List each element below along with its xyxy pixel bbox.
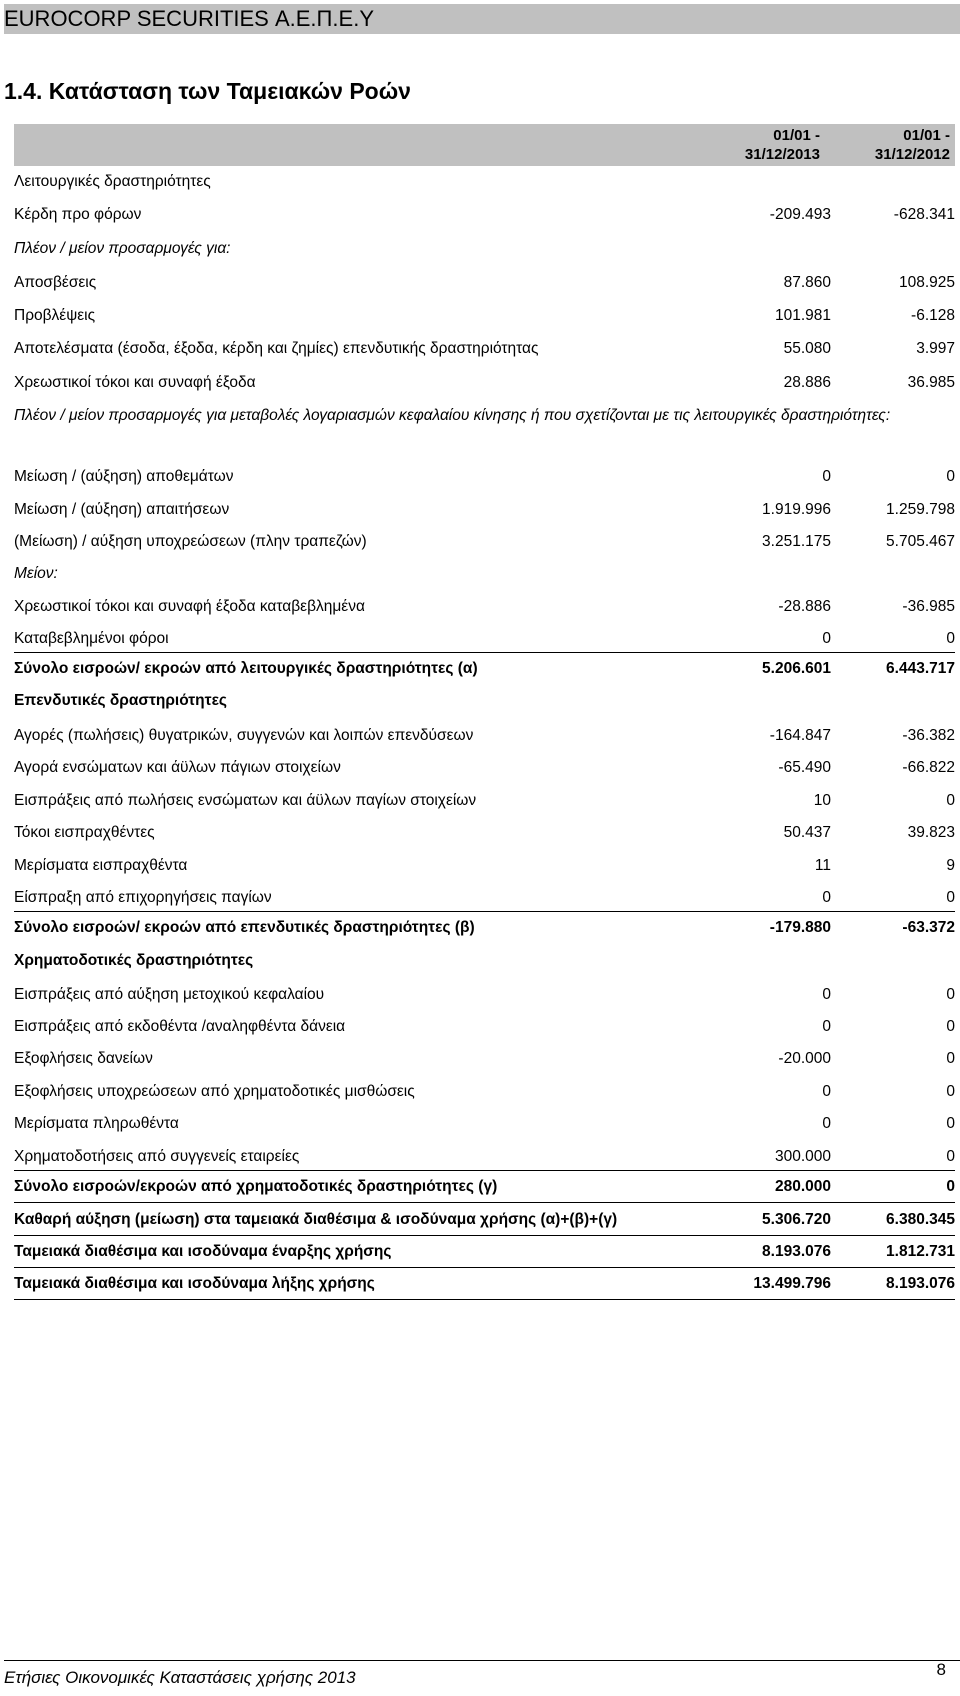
row-receivables xyxy=(14,500,955,520)
row-label: Λειτουργικές δραστηριότητες xyxy=(14,173,211,190)
row-net-increase xyxy=(14,1210,955,1230)
row-label: Εισπράξεις από πωλήσεις ενσώματων και άϋλων παγίων στοιχείων xyxy=(14,792,477,809)
section-title: 1.4. Κατάσταση των Ταμειακών Ροών xyxy=(4,78,411,104)
value-2013: 0 xyxy=(822,1115,831,1132)
row-label: Μείον: xyxy=(14,565,58,582)
row-label: Επενδυτικές δραστηριότητες xyxy=(14,692,227,709)
row-loan-repayments xyxy=(14,1049,955,1069)
row-label: Ταμειακά διαθέσιμα και ισοδύναμα λήξης χρήσης xyxy=(14,1275,375,1292)
value-2012: 0 xyxy=(946,1018,955,1035)
value-2012: 36.985 xyxy=(907,374,955,391)
value-2012: 0 xyxy=(946,889,955,906)
value-2013: -28.886 xyxy=(778,598,831,615)
row-label: Μείωση / (αύξηση) αποθεμάτων xyxy=(14,468,234,485)
row-label: Καθαρή αύξηση (μείωση) στα ταμειακά διαθέσιμα & ισοδύναμα χρήσης (α)+(β)+(γ) xyxy=(14,1211,618,1228)
value-2013: 101.981 xyxy=(774,307,831,324)
value-2013: -209.493 xyxy=(769,206,831,223)
total-rule xyxy=(14,911,955,912)
row-label: Εισπράξεις από αύξηση μετοχικού κεφαλαίου xyxy=(14,986,325,1003)
column-header-2013-line2: 31/12/2013 xyxy=(744,146,820,163)
value-2013: -20.000 xyxy=(778,1050,831,1067)
row-financing-heading xyxy=(14,951,955,971)
row-dividends-paid xyxy=(14,1114,955,1134)
row-label: Πλέον / μείον προσαρμογές για: xyxy=(14,240,231,257)
row-label: Προβλέψεις xyxy=(14,307,96,324)
value-2013: 5.306.720 xyxy=(762,1211,831,1228)
value-2013: 280.000 xyxy=(774,1178,831,1195)
row-share-capital-increase xyxy=(14,985,955,1005)
row-label: Αγορά ενσώματων και άϋλων πάγιων στοιχείων xyxy=(14,759,341,776)
column-header-2012-line1: 01/01 - xyxy=(903,127,950,144)
value-2012: 9 xyxy=(946,857,955,874)
row-label: Εισπράξεις από εκδοθέντα /αναληφθέντα δάνεια xyxy=(14,1018,346,1035)
value-2012: -6.128 xyxy=(911,307,955,324)
value-2013: 5.206.601 xyxy=(762,660,831,677)
row-label: Σύνολο εισροών/ εκροών από λειτουργικές δραστηριότητες (α) xyxy=(14,660,478,677)
value-2012: -63.372 xyxy=(902,919,955,936)
value-2012: 1.812.731 xyxy=(886,1243,955,1260)
row-label: Εξοφλήσεις δανείων xyxy=(14,1050,153,1067)
value-2013: 0 xyxy=(822,986,831,1003)
row-operating-heading xyxy=(14,172,955,192)
row-label: Αγορές (πωλήσεις) θυγατρικών, συγγενών και λοιπών επενδύσεων xyxy=(14,727,474,744)
value-2012: 0 xyxy=(946,630,955,647)
row-label: Τόκοι εισπραχθέντες xyxy=(14,824,155,841)
value-2013: 3.251.175 xyxy=(762,533,831,550)
row-closing-cash xyxy=(14,1274,955,1294)
company-header-bar xyxy=(4,4,960,34)
row-interest-received xyxy=(14,823,955,843)
value-2013: -65.490 xyxy=(778,759,831,776)
row-label: Αποτελέσματα (έσοδα, έξοδα, κέρδη και ζημίες) επενδυτικής δραστηριότητας xyxy=(14,340,539,357)
row-investing-total xyxy=(14,918,955,938)
company-name: EUROCORP SECURITIES Α.Ε.Π.Ε.Υ xyxy=(4,6,375,31)
column-header-2013 xyxy=(710,126,820,164)
row-affiliate-financing xyxy=(14,1147,955,1167)
value-2012: 0 xyxy=(946,1050,955,1067)
footer-rule xyxy=(4,1660,960,1661)
value-2012: 6.443.717 xyxy=(886,660,955,677)
column-header-2013-line1: 01/01 - xyxy=(773,127,820,144)
row-label: Ταμειακά διαθέσιμα και ισοδύναμα έναρξης χρήσης xyxy=(14,1243,392,1260)
value-2013: 28.886 xyxy=(783,374,831,391)
row-working-capital-heading: Πλέον / μείον προσαρμογές για μεταβολές λογαριασμών κεφαλαίου κίνησης ή που σχετίζονται με τις λειτουργικές δραστηριότητες: xyxy=(14,407,891,424)
total-rule xyxy=(14,1170,955,1171)
value-2012: 0 xyxy=(946,468,955,485)
row-grants-received xyxy=(14,888,955,908)
value-2013: 87.860 xyxy=(783,274,831,291)
value-2012: -36.382 xyxy=(902,727,955,744)
row-provisions xyxy=(14,306,955,326)
row-label: Χρηματοδοτήσεις από συγγενείς εταιρείες xyxy=(14,1148,300,1165)
value-2012: 0 xyxy=(946,1178,955,1195)
row-liabilities xyxy=(14,532,955,552)
value-2013: 8.193.076 xyxy=(762,1243,831,1260)
total-rule xyxy=(14,1202,955,1203)
row-investment-results xyxy=(14,339,955,359)
column-header-2012-line2: 31/12/2012 xyxy=(874,146,950,163)
row-interest-expense xyxy=(14,373,955,393)
value-2013: 13.499.796 xyxy=(753,1275,831,1292)
row-label: (Μείωση) / αύξηση υποχρεώσεων (πλην τραπεζών) xyxy=(14,533,367,550)
row-taxes-paid xyxy=(14,629,955,649)
row-investing-heading xyxy=(14,691,955,711)
value-2013: 300.000 xyxy=(774,1148,831,1165)
value-2013: 50.437 xyxy=(783,824,831,841)
row-label: Καταβεβλημένοι φόροι xyxy=(14,630,169,647)
value-2012: 0 xyxy=(946,1115,955,1132)
row-label: Μερίσματα πληρωθέντα xyxy=(14,1115,179,1132)
row-label: Κέρδη προ φόρων xyxy=(14,206,142,223)
value-2013: 11 xyxy=(814,857,831,874)
row-fixed-asset-purchases xyxy=(14,758,955,778)
value-2012: 0 xyxy=(946,792,955,809)
row-label: Μερίσματα εισπραχθέντα xyxy=(14,857,188,874)
row-interest-paid xyxy=(14,597,955,617)
value-2013: -179.880 xyxy=(769,919,831,936)
row-opening-cash xyxy=(14,1242,955,1262)
value-2012: -66.822 xyxy=(902,759,955,776)
value-2012: -628.341 xyxy=(893,206,955,223)
footer-text: Ετήσιες Οικονομικές Καταστάσεις χρήσης 2013 xyxy=(4,1668,356,1687)
total-rule xyxy=(14,1299,955,1300)
value-2013: 10 xyxy=(813,792,831,809)
row-inventories xyxy=(14,467,955,487)
page-number: 8 xyxy=(936,1660,946,1679)
value-2012: 1.259.798 xyxy=(886,501,955,518)
row-label: Μείωση / (αύξηση) απαιτήσεων xyxy=(14,501,230,518)
value-2012: 6.380.345 xyxy=(886,1211,955,1228)
row-label: Είσπραξη από επιχορηγήσεις παγίων xyxy=(14,889,272,906)
row-operating-total xyxy=(14,659,955,679)
value-2013: 0 xyxy=(822,468,831,485)
row-label: Σύνολο εισροών/ εκροών από επενδυτικές δραστηριότητες (β) xyxy=(14,919,475,936)
value-2012: 0 xyxy=(946,986,955,1003)
row-loans-issued xyxy=(14,1017,955,1037)
row-profit-before-tax xyxy=(14,205,955,225)
value-2013: 0 xyxy=(822,630,831,647)
row-dividends-received xyxy=(14,856,955,876)
value-2012: 108.925 xyxy=(898,274,955,291)
value-2013: -164.847 xyxy=(769,727,831,744)
row-subsidiary-purchases xyxy=(14,726,955,746)
total-rule xyxy=(14,1267,955,1268)
row-depreciation xyxy=(14,273,955,293)
value-2012: 0 xyxy=(946,1148,955,1165)
value-2013: 0 xyxy=(822,889,831,906)
row-lease-repayments xyxy=(14,1082,955,1102)
column-header-2012 xyxy=(840,126,950,164)
value-2013: 55.080 xyxy=(783,340,831,357)
row-label: Αποσβέσεις xyxy=(14,274,97,291)
row-label: Χρεωστικοί τόκοι και συναφή έξοδα καταβεβλημένα xyxy=(14,598,365,615)
row-label: Εξοφλήσεις υποχρεώσεων από χρηματοδοτικές μισθώσεις xyxy=(14,1083,415,1100)
row-label: Χρεωστικοί τόκοι και συναφή έξοδα xyxy=(14,374,256,391)
total-rule xyxy=(14,1235,955,1236)
row-less-heading xyxy=(14,564,955,584)
row-label: Σύνολο εισροών/εκροών από χρηματοδοτικές δραστηριότητες (γ) xyxy=(14,1178,498,1195)
value-2012: -36.985 xyxy=(902,598,955,615)
total-rule xyxy=(14,652,955,653)
value-2013: 1.919.996 xyxy=(762,501,831,518)
value-2013: 0 xyxy=(822,1018,831,1035)
value-2012: 8.193.076 xyxy=(886,1275,955,1292)
row-fixed-asset-sales xyxy=(14,791,955,811)
value-2013: 0 xyxy=(822,1083,831,1100)
row-label: Χρηματοδοτικές δραστηριότητες xyxy=(14,952,254,969)
value-2012: 0 xyxy=(946,1083,955,1100)
value-2012: 5.705.467 xyxy=(886,533,955,550)
value-2012: 3.997 xyxy=(916,340,955,357)
value-2012: 39.823 xyxy=(907,824,955,841)
row-adjustments-heading xyxy=(14,239,955,259)
row-financing-total xyxy=(14,1177,955,1197)
